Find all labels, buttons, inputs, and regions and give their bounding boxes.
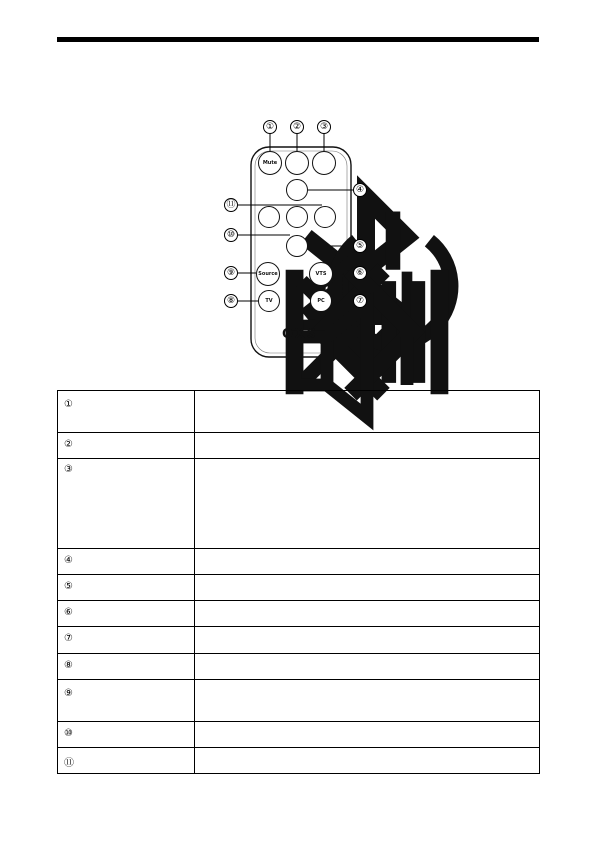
power-button[interactable] xyxy=(312,151,336,175)
button-key-table xyxy=(57,390,540,774)
table-row xyxy=(58,654,540,680)
row-number: ④ xyxy=(58,549,195,575)
previous-track-button[interactable] xyxy=(258,206,280,228)
source-label: Source xyxy=(258,271,278,277)
table-row xyxy=(58,627,540,654)
callout-11: ⑪ xyxy=(224,198,238,212)
row-number: ② xyxy=(58,433,195,459)
vts-label: VTS xyxy=(315,271,327,277)
row-description xyxy=(195,575,540,601)
row-number: ⑦ xyxy=(58,627,195,654)
callout-7: ⑦ xyxy=(353,294,367,308)
row-description xyxy=(195,459,540,549)
callout-6: ⑥ xyxy=(353,266,367,280)
row-description xyxy=(195,722,540,748)
vts-button[interactable] xyxy=(309,262,333,286)
row-number: ⑪ xyxy=(58,748,195,774)
play-pause-button[interactable] xyxy=(286,206,308,228)
row-number: ⑥ xyxy=(58,601,195,627)
row-number: ① xyxy=(58,391,195,433)
row-number: ③ xyxy=(58,459,195,549)
source-button[interactable] xyxy=(256,262,280,286)
brand-logo: OXS xyxy=(282,327,318,342)
row-number: ⑧ xyxy=(58,654,195,680)
row-description xyxy=(195,680,540,722)
pc-button[interactable] xyxy=(310,290,332,312)
table-row xyxy=(58,433,540,459)
top-rule xyxy=(57,37,539,42)
callout-8: ⑧ xyxy=(224,294,238,308)
tv-label: TV xyxy=(265,298,273,304)
row-number: ⑩ xyxy=(58,722,195,748)
table-row xyxy=(58,391,540,433)
row-description xyxy=(195,748,540,774)
mute-label: Mute xyxy=(262,160,278,166)
mute-button[interactable] xyxy=(258,151,282,175)
callout-9: ⑨ xyxy=(224,266,238,280)
callout-10: ⑩ xyxy=(224,228,238,242)
table-row xyxy=(58,459,540,549)
remote-illustration xyxy=(220,115,380,365)
table-row xyxy=(58,549,540,575)
row-description xyxy=(195,601,540,627)
next-track-button[interactable] xyxy=(314,206,336,228)
tv-button[interactable] xyxy=(258,290,280,312)
table-row xyxy=(58,575,540,601)
table-row xyxy=(58,722,540,748)
row-description xyxy=(195,627,540,654)
pc-label: PC xyxy=(317,298,325,304)
row-number: ⑤ xyxy=(58,575,195,601)
row-description xyxy=(195,433,540,459)
row-description xyxy=(195,549,540,575)
callout-1: ① xyxy=(263,120,277,134)
table-row xyxy=(58,601,540,627)
bluetooth-button[interactable] xyxy=(285,151,309,175)
volume-up-button[interactable] xyxy=(286,179,308,201)
row-description xyxy=(195,654,540,680)
callout-3: ③ xyxy=(317,120,331,134)
volume-down-button[interactable] xyxy=(286,235,308,257)
table-row xyxy=(58,748,540,774)
callout-5: ⑤ xyxy=(353,239,367,253)
callout-4: ④ xyxy=(353,183,367,197)
callout-2: ② xyxy=(290,120,304,134)
table-row xyxy=(58,680,540,722)
row-description xyxy=(195,391,540,433)
row-number: ⑨ xyxy=(58,680,195,722)
